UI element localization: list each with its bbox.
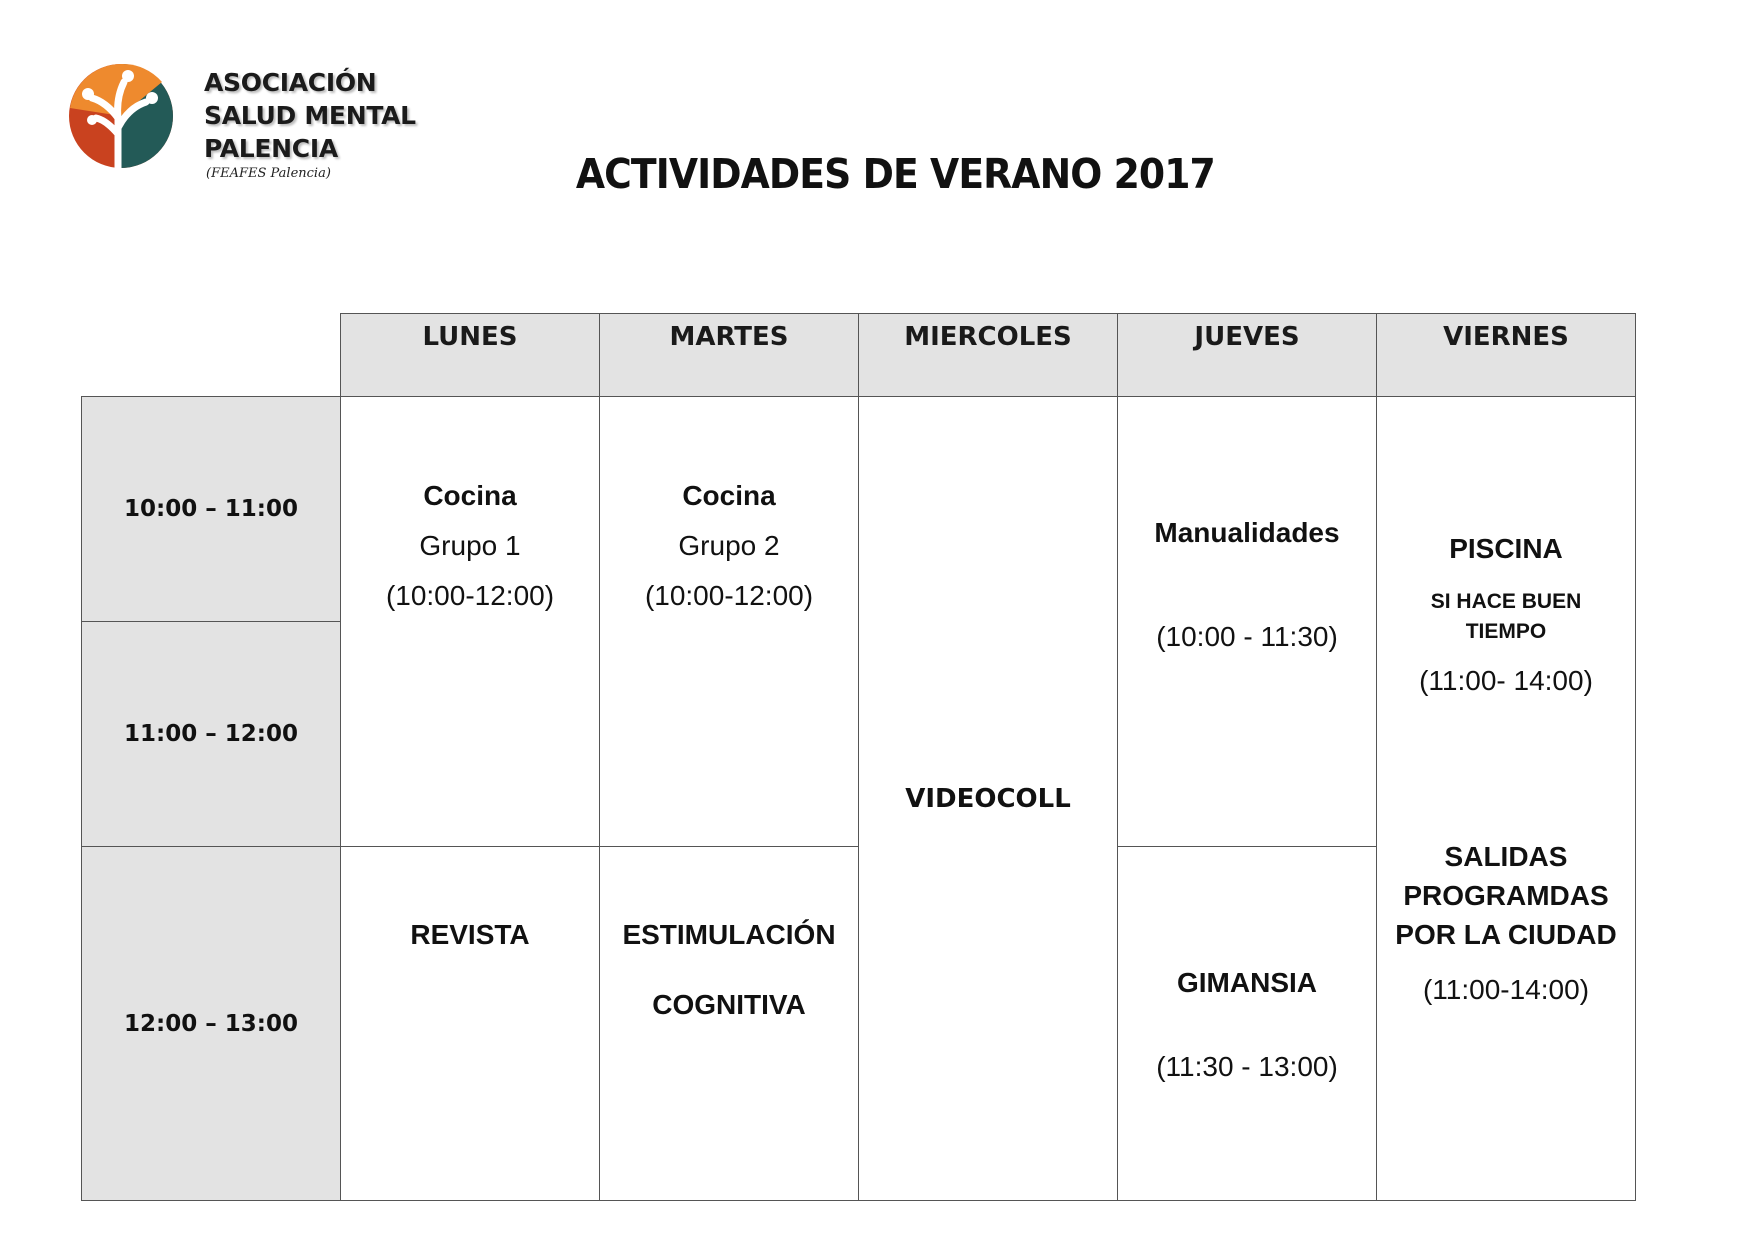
activity-name: Cocina: [682, 480, 776, 511]
time-slot-1: 10:00 – 11:00: [81, 396, 341, 622]
header-miercoles: MIERCOLES: [858, 313, 1118, 397]
activity-alt-1: SALIDAS: [1444, 841, 1568, 872]
logo-line-3: PALENCIA: [204, 134, 338, 163]
activity-alt-time: (11:00-14:00): [1422, 974, 1590, 1005]
activity-martes-cocina: [599, 396, 859, 847]
activity-miercoles-videocoll: [858, 396, 1118, 1201]
activity-name: PISCINA: [1449, 533, 1563, 564]
activity-alt-3: POR LA CIUDAD: [1395, 919, 1617, 950]
activity-name: Manualidades: [1154, 517, 1340, 548]
activity-group: Grupo 2: [678, 530, 780, 561]
header-lunes: LUNES: [340, 313, 600, 397]
activity-time: (10:00-12:00): [644, 580, 814, 611]
activity-jueves-gimansia: [1117, 846, 1377, 1201]
activity-viernes-piscina: [1376, 396, 1636, 1201]
activity-name: Cocina: [423, 480, 517, 511]
activity-line-2: COGNITIVA: [652, 989, 806, 1020]
header-viernes: VIERNES: [1376, 313, 1636, 397]
header-jueves: JUEVES: [1117, 313, 1377, 397]
activity-group: Grupo 1: [419, 530, 521, 561]
activity-alt-2: PROGRAMDAS: [1403, 880, 1609, 911]
activity-name: VIDEOCOLL: [905, 783, 1071, 814]
logo-line-1: ASOCIACIÓN: [204, 68, 377, 97]
logo-line-2: SALUD MENTAL: [204, 101, 416, 130]
activity-time: (10:00 - 11:30): [1156, 621, 1338, 652]
activity-time: (11:00- 14:00): [1419, 665, 1593, 696]
page-title: ACTIVIDADES DE VERANO 2017: [575, 150, 1215, 198]
activity-note-1: SI HACE BUEN: [1430, 590, 1582, 613]
activity-martes-estimulacion: [599, 846, 859, 1201]
activity-time: (10:00-12:00): [385, 580, 555, 611]
activity-line-1: ESTIMULACIÓN: [622, 919, 836, 950]
activity-note-2: TIEMPO: [1465, 620, 1547, 643]
activity-lunes-revista: [340, 846, 600, 1201]
activity-name: REVISTA: [410, 919, 530, 950]
activity-lunes-cocina: [340, 396, 600, 847]
header-martes: MARTES: [599, 313, 859, 397]
time-slot-2: 11:00 – 12:00: [81, 621, 341, 847]
activity-time: (11:30 - 13:00): [1156, 1051, 1338, 1082]
logo-subtitle: (FEAFES Palencia): [206, 166, 331, 181]
activity-name: GIMANSIA: [1177, 967, 1317, 998]
time-slot-3: 12:00 – 13:00: [81, 846, 341, 1201]
activity-jueves-manualidades: [1117, 396, 1377, 847]
